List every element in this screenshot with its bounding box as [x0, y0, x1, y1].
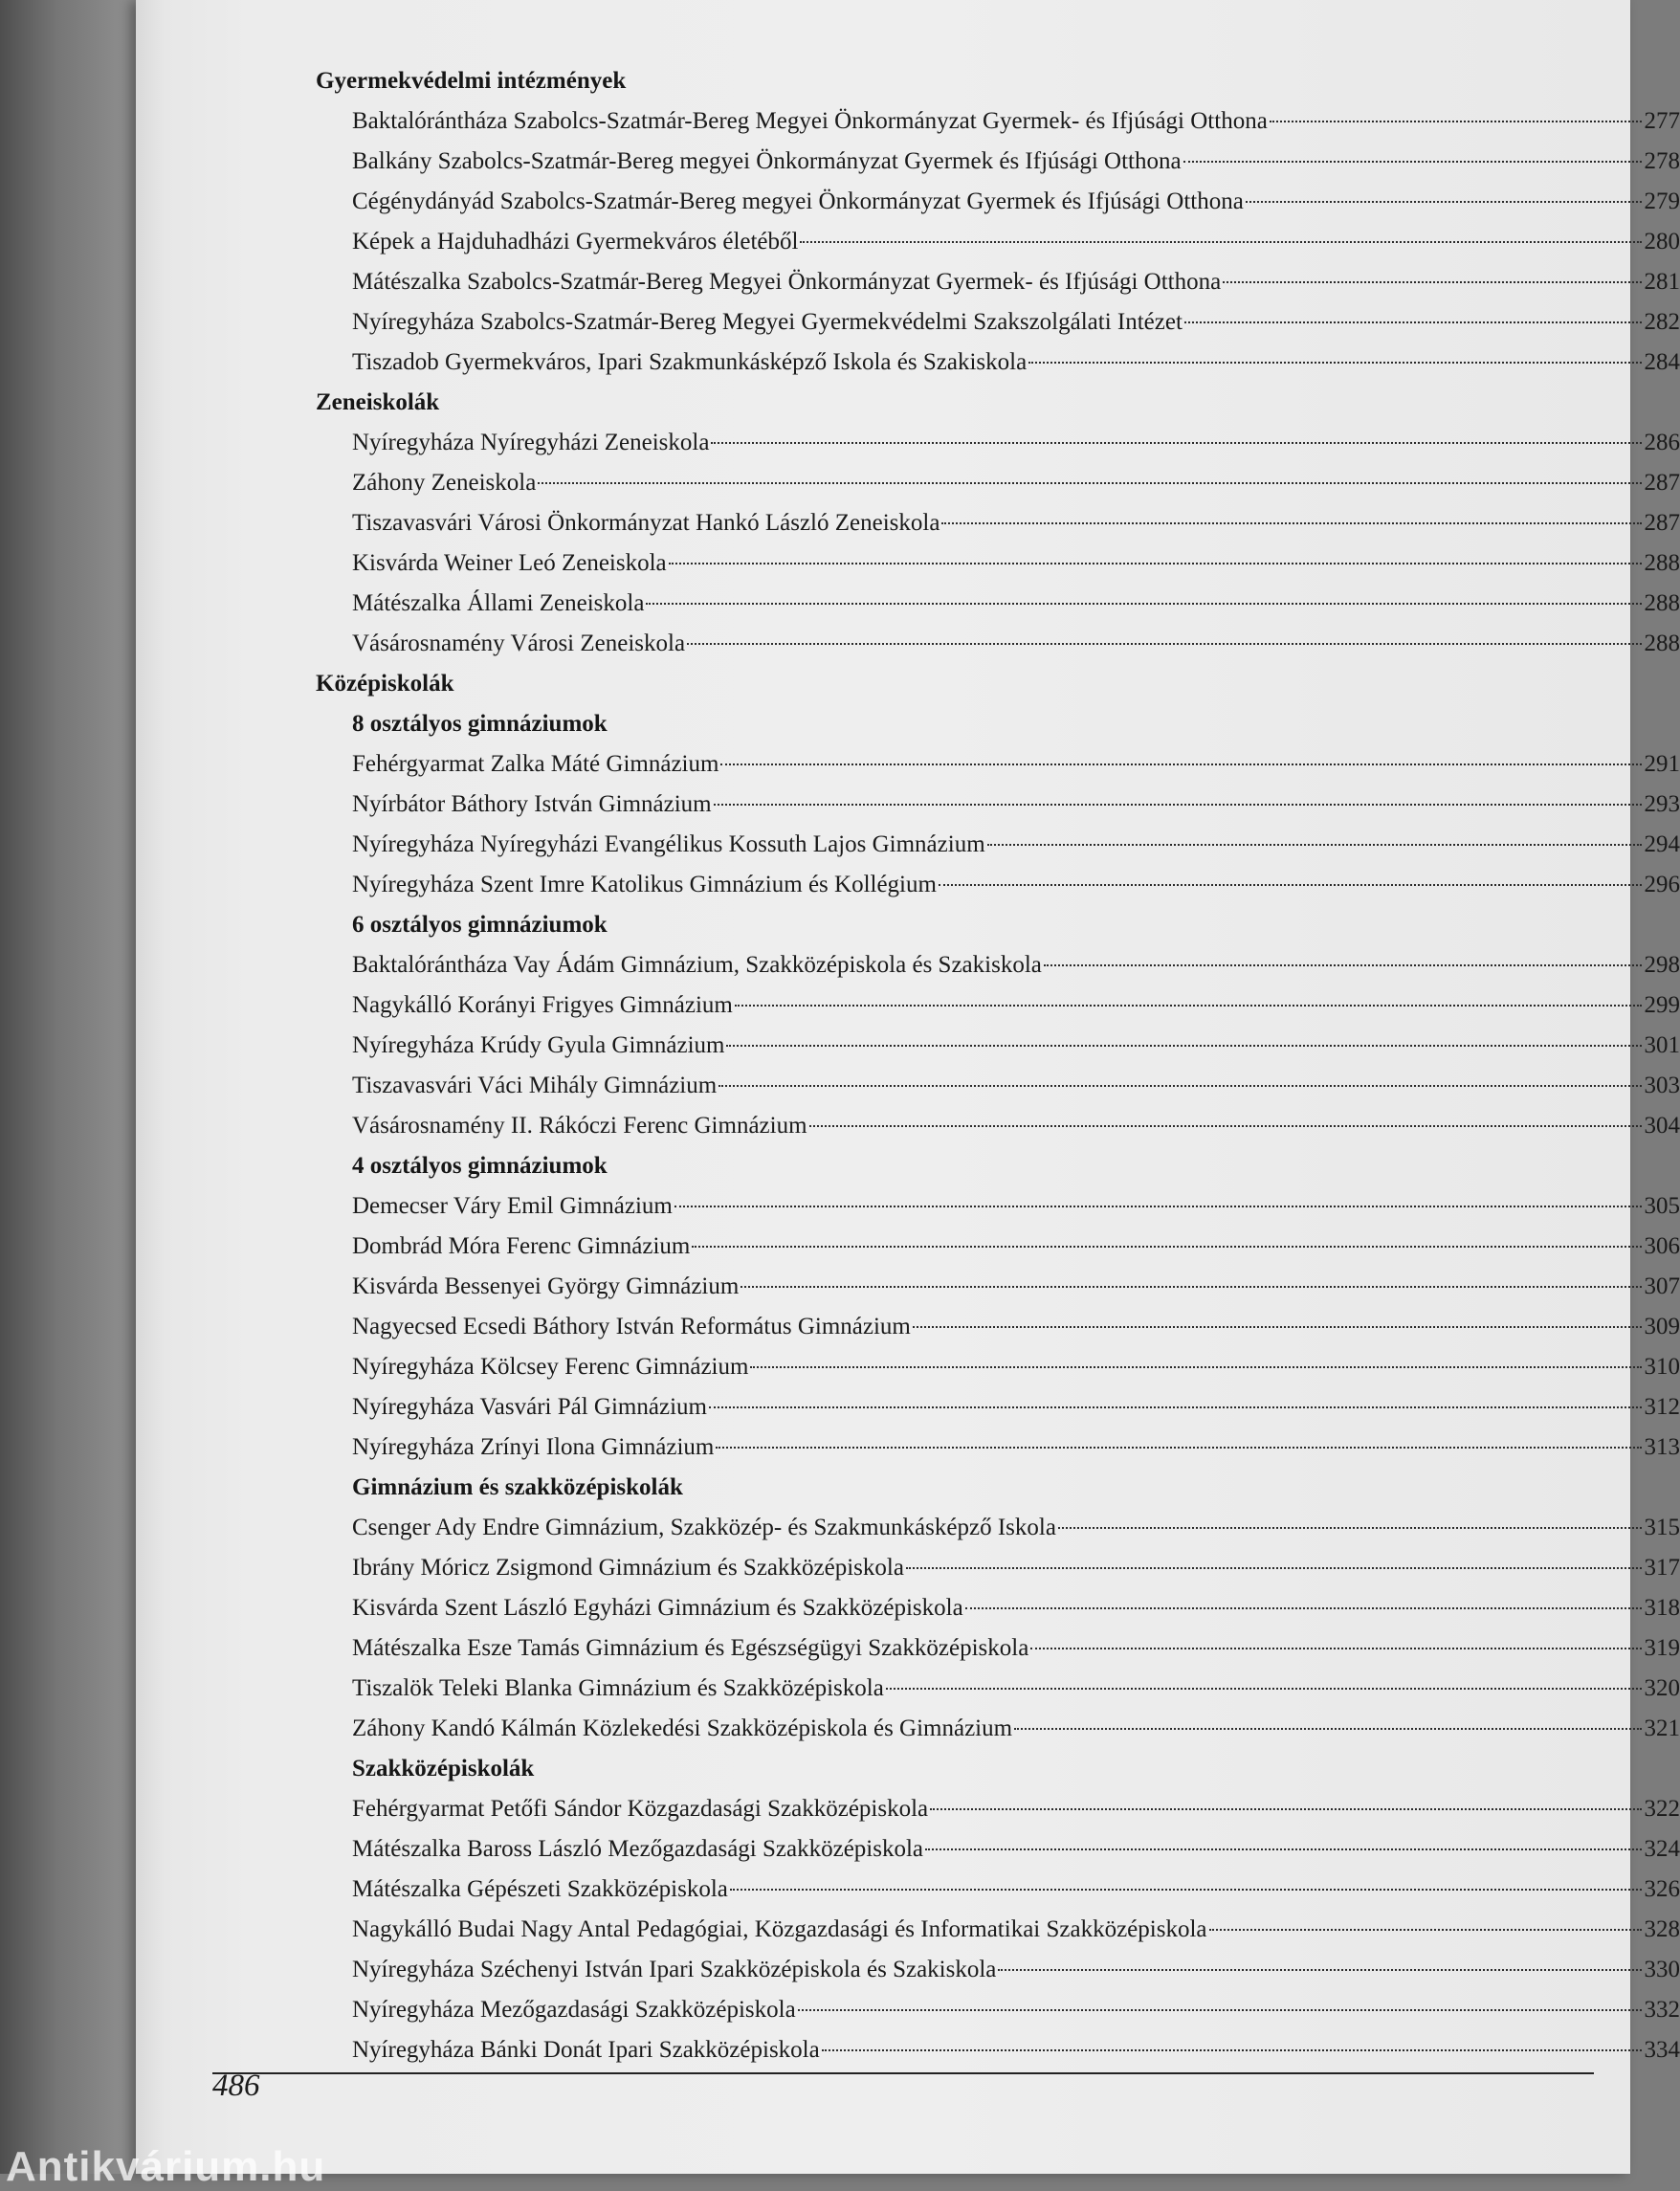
dot-leader: [538, 480, 1642, 484]
toc-entry-title: Mátészalka Esze Tamás Gimnázium és Egészségügyi Szakközépiskola: [352, 1635, 1029, 1661]
toc-entry: [316, 1588, 1680, 1628]
toc-entry: [316, 945, 1680, 985]
dot-leader: [1209, 1927, 1643, 1931]
toc-entry-page: 288: [1644, 590, 1680, 616]
toc-entry-title: Nyíregyháza Vasvári Pál Gimnázium: [352, 1394, 707, 1420]
toc-entry: [316, 985, 1680, 1026]
toc-entry-page: 307: [1644, 1273, 1680, 1299]
dot-leader: [730, 1887, 1642, 1891]
toc-entry: [316, 1508, 1680, 1548]
dot-leader: [674, 1204, 1642, 1207]
toc-entry-page: 318: [1644, 1595, 1680, 1621]
dot-leader: [822, 2047, 1642, 2051]
toc-entry-page: 313: [1644, 1434, 1680, 1460]
dot-leader: [716, 1445, 1642, 1449]
toc-entry: [316, 1427, 1680, 1468]
dot-leader: [735, 1003, 1642, 1007]
dot-leader: [718, 1083, 1642, 1087]
toc-entry: [316, 142, 1680, 182]
toc-entry-page: 304: [1644, 1113, 1680, 1139]
toc-entry-title: Nyíregyháza Nyíregyházi Evangélikus Kossuth Lajos Gimnázium: [352, 831, 985, 857]
dot-leader: [987, 842, 1642, 846]
toc-entry-page: 320: [1644, 1675, 1680, 1701]
toc-entry-page: 288: [1644, 550, 1680, 576]
toc-entry: [316, 1870, 1680, 1910]
toc-entry: [316, 302, 1680, 343]
toc-entry-page: 324: [1644, 1836, 1680, 1862]
dot-leader: [1044, 963, 1642, 966]
dot-leader: [750, 1364, 1642, 1368]
toc-entry: [316, 1387, 1680, 1427]
toc-entry-title: Nyíregyháza Zrínyi Ilona Gimnázium: [352, 1434, 715, 1460]
toc-entry-page: 328: [1644, 1916, 1680, 1942]
toc-entry-title: Cégénydányád Szabolcs-Szatmár-Bereg megyei Önkormányzat Gyermek és Ifjúsági Otthona: [352, 188, 1244, 214]
dot-leader: [711, 440, 1642, 444]
dot-leader: [1014, 1726, 1642, 1730]
toc-entry: [316, 1789, 1680, 1829]
toc-entry: [316, 1307, 1680, 1347]
toc-entry: [316, 1267, 1680, 1307]
toc-entry-page: 287: [1644, 470, 1680, 496]
dot-leader: [1184, 320, 1642, 323]
toc-entry-title: Baktalórántháza Vay Ádám Gimnázium, Szakközépiskola és Szakiskola: [352, 952, 1042, 978]
toc-entry: [316, 744, 1680, 785]
toc-entry-page: 287: [1644, 510, 1680, 536]
toc-entry: [316, 182, 1680, 222]
subsection-heading: 6 osztályos gimnáziumok: [352, 912, 608, 938]
toc-entry-page: 282: [1644, 309, 1680, 335]
dot-leader: [709, 1405, 1642, 1408]
toc-entry-title: Vásárosnamény II. Rákóczi Ferenc Gimnázium: [352, 1113, 807, 1139]
dot-leader: [809, 1123, 1642, 1127]
toc-entry: [316, 2030, 1680, 2070]
dot-leader: [913, 1324, 1642, 1328]
dot-leader: [998, 1967, 1642, 1971]
dot-leader: [1183, 159, 1642, 163]
toc-entry-title: Balkány Szabolcs-Szatmár-Bereg megyei Önkormányzat Gyermek és Ifjúsági Otthona: [352, 148, 1182, 174]
toc-entry: [316, 624, 1680, 664]
toc-entry-page: 293: [1644, 791, 1680, 817]
toc-entry-title: Kisvárda Weiner Leó Zeneiskola: [352, 550, 667, 576]
toc-entry-title: Mátészalka Baross László Mezőgazdasági Szakközépiskola: [352, 1836, 924, 1862]
subsection-heading: Szakközépiskolák: [352, 1756, 535, 1782]
toc-entry-title: Kisvárda Szent László Egyházi Gimnázium és Szakközépiskola: [352, 1595, 963, 1621]
toc-entry-title: Demecser Váry Emil Gimnázium: [352, 1193, 673, 1219]
toc-entry-page: 299: [1644, 992, 1680, 1018]
dot-leader: [1028, 360, 1642, 364]
toc-entry-title: Tiszadob Gyermekváros, Ipari Szakmunkásképző Iskola és Szakiskola: [352, 349, 1028, 375]
dot-leader: [692, 1244, 1642, 1248]
section-heading: Középiskolák: [316, 671, 454, 697]
toc-entry: [316, 584, 1680, 624]
dot-leader: [1270, 119, 1642, 122]
table-of-contents: [316, 61, 1680, 2070]
toc-entry-title: Csenger Ady Endre Gimnázium, Szakközép- és Szakmunkásképző Iskola: [352, 1515, 1056, 1540]
dot-leader: [941, 520, 1642, 524]
toc-entry-title: Vásárosnamény Városi Zeneiskola: [352, 631, 686, 656]
section-heading: Zeneiskolák: [316, 389, 440, 415]
toc-entry: [316, 1829, 1680, 1870]
subsection-heading: Gimnázium és szakközépiskolák: [352, 1474, 683, 1500]
toc-entry-page: 312: [1644, 1394, 1680, 1420]
toc-entry-page: 298: [1644, 952, 1680, 978]
toc-entry-title: Záhony Zeneiskola: [352, 470, 537, 496]
dot-leader: [925, 1847, 1642, 1850]
toc-entry-page: 332: [1644, 1997, 1680, 2023]
toc-entry-title: Nagykálló Budai Nagy Antal Pedagógiai, Közgazdasági és Informatikai Szakközépiskola: [352, 1916, 1207, 1942]
toc-entry-title: Nagyecsed Ecsedi Báthory István Református Gimnázium: [352, 1314, 911, 1339]
toc-entry-title: Tiszavasvári Városi Önkormányzat Hankó László Zeneiskola: [352, 510, 940, 536]
toc-entry-title: Tiszavasvári Váci Mihály Gimnázium: [352, 1073, 718, 1098]
toc-entry-page: 278: [1644, 148, 1680, 174]
toc-entry-title: Nyíregyháza Krúdy Gyula Gimnázium: [352, 1032, 725, 1058]
toc-entry-title: Nyíregyháza Széchenyi István Ipari Szakközépiskola és Szakiskola: [352, 1957, 997, 1982]
toc-entry-page: 315: [1644, 1515, 1680, 1540]
toc-entry: [316, 543, 1680, 584]
toc-entry: [316, 423, 1680, 463]
toc-entry: [316, 343, 1680, 383]
watermark-text: Antikvárium.hu: [6, 2143, 326, 2190]
toc-entry-title: Nyíregyháza Kölcsey Ferenc Gimnázium: [352, 1354, 749, 1380]
toc-entry-title: Mátészalka Szabolcs-Szatmár-Bereg Megyei Önkormányzat Gyermek- és Ifjúsági Otthona: [352, 269, 1222, 295]
toc-entry-page: 281: [1644, 269, 1680, 295]
toc-entry-page: 277: [1644, 108, 1680, 134]
toc-entry: [316, 1347, 1680, 1387]
toc-entry-page: 296: [1644, 872, 1680, 897]
dot-leader: [906, 1565, 1642, 1569]
toc-entry-page: 310: [1644, 1354, 1680, 1380]
toc-entry-page: 284: [1644, 349, 1680, 375]
toc-entry-title: Nagykálló Korányi Frigyes Gimnázium: [352, 992, 733, 1018]
toc-entry: [316, 1186, 1680, 1227]
toc-entry-title: Képek a Hajduhadházi Gyermekváros életéből: [352, 229, 799, 255]
footer-rule: [212, 2072, 1594, 2074]
dot-leader: [1030, 1646, 1642, 1649]
toc-entry: [316, 1709, 1680, 1749]
dot-leader: [886, 1686, 1642, 1690]
toc-entry: [316, 1026, 1680, 1066]
toc-entry-title: Fehérgyarmat Zalka Máté Gimnázium: [352, 751, 719, 777]
dot-leader: [1058, 1525, 1642, 1529]
toc-entry-page: 291: [1644, 751, 1680, 777]
dot-leader: [800, 239, 1642, 243]
toc-entry-page: 321: [1644, 1715, 1680, 1741]
toc-entry: [316, 1910, 1680, 1950]
toc-entry: [316, 1990, 1680, 2030]
toc-entry-title: Nyíregyháza Nyíregyházi Zeneiskola: [352, 430, 710, 455]
toc-entry: [316, 1548, 1680, 1588]
toc-entry-page: 286: [1644, 430, 1680, 455]
toc-entry-title: Nyírbátor Báthory István Gimnázium: [352, 791, 712, 817]
toc-entry: [316, 825, 1680, 865]
toc-entry-title: Nyíregyháza Bánki Donát Ipari Szakközépiskola: [352, 2037, 820, 2063]
toc-entry: [316, 865, 1680, 905]
toc-entry-page: 288: [1644, 631, 1680, 656]
toc-entry: [316, 785, 1680, 825]
book-page: [136, 0, 1680, 2174]
toc-entry-title: Záhony Kandó Kálmán Közlekedési Szakközépiskola és Gimnázium: [352, 1715, 1013, 1741]
toc-entry-page: 317: [1644, 1555, 1680, 1581]
dot-leader: [798, 2007, 1642, 2011]
dot-leader: [669, 561, 1642, 564]
toc-entry: [316, 503, 1680, 543]
toc-entry-page: 305: [1644, 1193, 1680, 1219]
toc-entry: [316, 1950, 1680, 1990]
toc-entry-page: 330: [1644, 1957, 1680, 1982]
toc-entry-title: Mátészalka Állami Zeneiskola: [352, 590, 645, 616]
toc-entry: [316, 222, 1680, 262]
toc-entry-title: Nyíregyháza Mezőgazdasági Szakközépiskola: [352, 1997, 796, 2023]
toc-entry-title: Kisvárda Bessenyei György Gimnázium: [352, 1273, 740, 1299]
dot-leader: [720, 762, 1642, 765]
toc-entry-page: 319: [1644, 1635, 1680, 1661]
section-heading: Gyermekvédelmi intézmények: [316, 68, 627, 94]
toc-entry-page: 306: [1644, 1233, 1680, 1259]
dot-leader: [1246, 199, 1642, 203]
toc-entry-title: Fehérgyarmat Petőfi Sándor Közgazdasági Szakközépiskola: [352, 1796, 929, 1822]
toc-entry-page: 294: [1644, 831, 1680, 857]
subsection-heading: 8 osztályos gimnáziumok: [352, 711, 608, 737]
page-number: 486: [212, 2069, 260, 2103]
toc-entry: [316, 1106, 1680, 1146]
dot-leader: [1223, 279, 1642, 283]
toc-entry-page: 303: [1644, 1073, 1680, 1098]
toc-entry-page: 334: [1644, 2037, 1680, 2063]
dot-leader: [939, 882, 1642, 886]
toc-entry: [316, 1669, 1680, 1709]
toc-entry-title: Tiszalök Teleki Blanka Gimnázium és Szakközépiskola: [352, 1675, 884, 1701]
toc-entry: [316, 1066, 1680, 1106]
toc-entry: [316, 1628, 1680, 1669]
toc-entry: [316, 1227, 1680, 1267]
toc-entry-title: Mátészalka Gépészeti Szakközépiskola: [352, 1876, 728, 1902]
toc-entry: [316, 262, 1680, 302]
dot-leader: [741, 1284, 1642, 1288]
toc-entry-title: Nyíregyháza Szent Imre Katolikus Gimnázium és Kollégium: [352, 872, 937, 897]
toc-entry-title: Ibrány Móricz Zsigmond Gimnázium és Szakközépiskola: [352, 1555, 904, 1581]
toc-entry-page: 301: [1644, 1032, 1680, 1058]
toc-entry: [316, 463, 1680, 503]
toc-entry-page: 309: [1644, 1314, 1680, 1339]
toc-entry-title: Nyíregyháza Szabolcs-Szatmár-Bereg Megyei Gyermekvédelmi Szakszolgálati Intézet: [352, 309, 1183, 335]
toc-entry-title: Baktalórántháza Szabolcs-Szatmár-Bereg Megyei Önkormányzat Gyermek- és Ifjúsági Otthona: [352, 108, 1268, 134]
dot-leader: [687, 641, 1642, 645]
dot-leader: [646, 601, 1642, 605]
toc-entry-page: 326: [1644, 1876, 1680, 1902]
dot-leader: [930, 1806, 1642, 1810]
subsection-heading: 4 osztályos gimnáziumok: [352, 1153, 608, 1179]
toc-entry: [316, 101, 1680, 142]
dot-leader: [726, 1043, 1642, 1047]
toc-entry-page: 280: [1644, 229, 1680, 255]
dot-leader: [714, 802, 1642, 806]
toc-entry-title: Dombrád Móra Ferenc Gimnázium: [352, 1233, 691, 1259]
dot-leader: [965, 1605, 1642, 1609]
toc-entry-page: 279: [1644, 188, 1680, 214]
toc-entry-page: 322: [1644, 1796, 1680, 1822]
